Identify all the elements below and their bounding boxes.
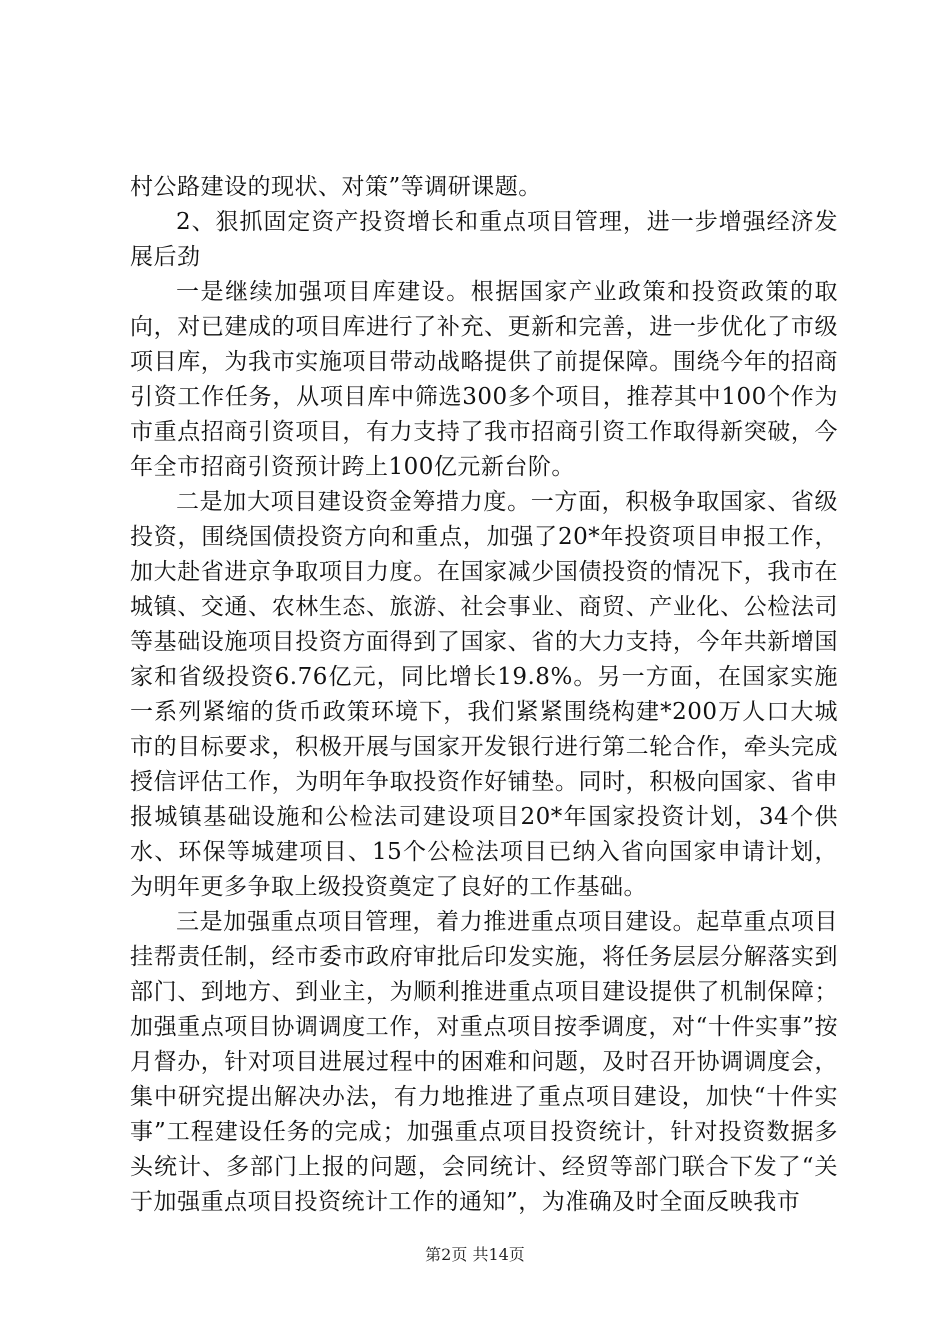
- paragraph-key-projects: 三是加强重点项目管理，着力推进重点项目建设。起草重点项目挂帮责任制，经市委市政府审批后印发实施，将任务层层分解落实到部门、到地方、到业主，为顺利推进重点项目建设提供了机制保障；加强重点项目协调调度工作，对重点项目按季调度，对“十件实事”按月督办，针对项目进展过程中的困难和问题，及时召开协调调度会，集中研究提出解决办法，有力地推进了重点项目建设，加快“十件实事”工程建设任务的完成；加强重点项目投资统计，针对投资数据多头统计、多部门上报的问题，会同统计、经贸等部门联合下发了“关于加强重点项目投资统计工作的通知”，为准确及时全面反映我市: [130, 909, 838, 1215]
- page-footer: 第2页 共14页: [425, 1245, 525, 1264]
- document-body: [130, 170, 838, 1220]
- paragraph-project-library: 一是继续加强项目库建设。根据国家产业政策和投资政策的取向，对已建成的项目库进行了补充、更新和完善，进一步优化了市级项目库，为我市实施项目带动战略提供了前提保障。围绕今年的招商引资工作任务，从项目库中筛选300多个项目，推荐其中100个作为市重点招商引资项目，有力支持了我市招商引资工作取得新突破，今年全市招商引资预计跨上100亿元新台阶。: [130, 279, 838, 480]
- paragraph-funding: 二是加大项目建设资金筹措力度。一方面，积极争取国家、省级投资，围绕国债投资方向和重点，加强了20*年投资项目申报工作，加大赴省进京争取项目力度。在国家减少国债投资的情况下，我市在城镇、交通、农林生态、旅游、社会事业、商贸、产业化、公检法司等基础设施项目投资方面得到了国家、省的大力支持，今年共新增国家和省级投资6.76亿元，同比增长19.8%。另一方面，在国家实施一系列紧缩的货币政策环境下，我们紧紧围绕构建*200万人口大城市的目标要求，积极开展与国家开发银行进行第二轮合作，牵头完成授信评估工作，为明年争取投资作好铺垫。同时，积极向国家、省申报城镇基础设施和公检法司建设项目20*年国家投资计划，34个供水、环保等城建项目、15个公检法项目已纳入省向国家申请计划，为明年更多争取上级投资奠定了良好的工作基础。: [130, 489, 838, 900]
- paragraph-continuation: 村公路建设的现状、对策”等调研课题。: [130, 174, 542, 200]
- section-heading-2: 2、狠抓固定资产投资增长和重点项目管理，进一步增强经济发展后劲: [130, 209, 838, 270]
